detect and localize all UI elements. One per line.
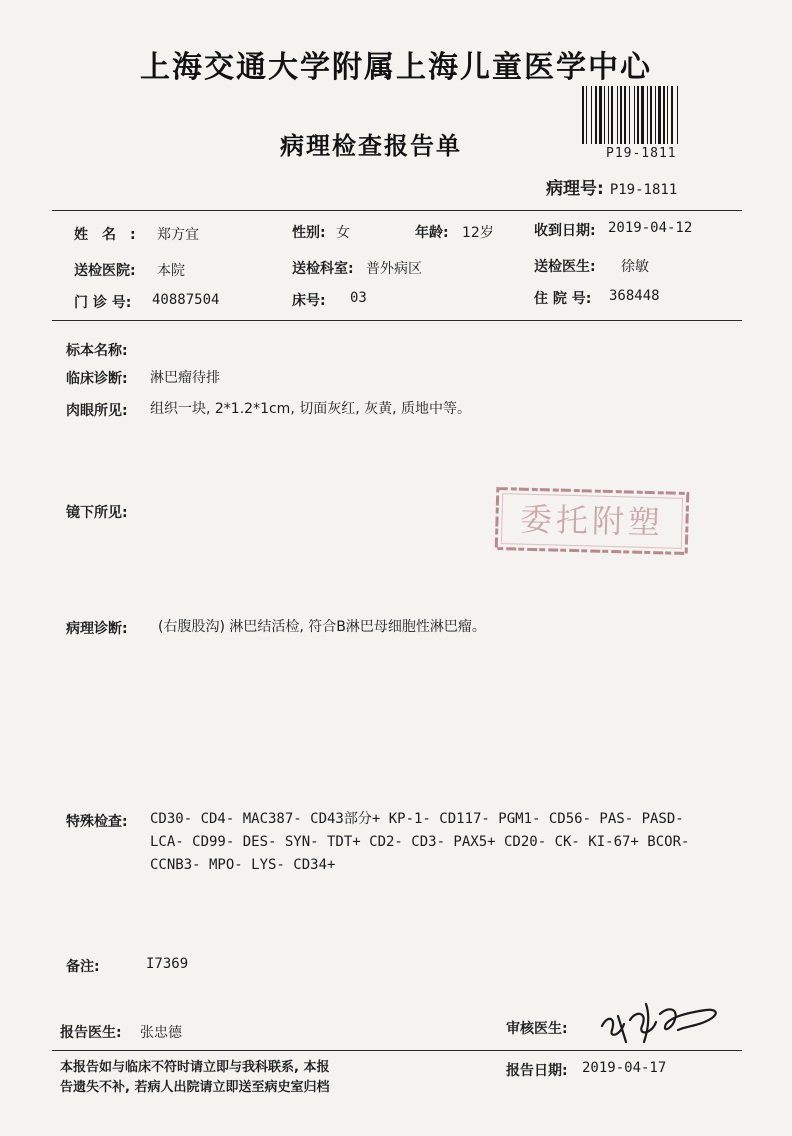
barcode-icon	[580, 86, 730, 144]
reviewer-label: 审核医生:	[506, 1021, 568, 1037]
gender-value: 女	[336, 225, 350, 241]
microscopic-findings-label: 镜下所见:	[66, 505, 128, 521]
reviewer-signature	[596, 996, 726, 1046]
clinical-diagnosis-label: 临床诊断:	[66, 371, 128, 387]
report-doctor-value: 张忠德	[140, 1025, 182, 1041]
report-date-value: 2019-04-17	[582, 1060, 667, 1076]
clinic-number-label: 门 诊 号:	[74, 295, 132, 311]
specimen-label: 标本名称:	[66, 343, 128, 359]
received-date-label: 收到日期:	[534, 223, 596, 239]
barcode-text: P19-1811	[606, 146, 677, 161]
report-date-label: 报告日期:	[506, 1063, 568, 1079]
name-label: 姓名:	[74, 227, 136, 243]
bed-value: 03	[350, 290, 367, 306]
stamp-seal	[493, 485, 691, 556]
clinic-number-value: 40887504	[152, 292, 220, 308]
divider-info	[52, 320, 742, 321]
divider-footer	[52, 1050, 742, 1051]
inpatient-number-label: 住 院 号:	[534, 291, 592, 307]
stamp-text: 委托附塑	[519, 500, 665, 542]
age-value: 12岁	[462, 225, 494, 241]
gross-findings-value: 组织一块, 2*1.2*1cm, 切面灰红, 灰黄, 质地中等。	[150, 401, 472, 417]
doctor-value: 徐敏	[621, 259, 649, 275]
report-doctor-label: 报告医生:	[60, 1025, 122, 1041]
report-notice	[60, 1058, 329, 1098]
pathology-number-value: P19-1811	[609, 182, 678, 198]
special-exam-line: CCNB3- MPO- LYS- CD34+	[150, 857, 336, 873]
hospital-title: 上海交通大学附属上海儿童医学中心	[140, 50, 652, 85]
special-exam-line: CD30- CD4- MAC387- CD43部分+ KP-1- CD117- PGM1- CD56- PAS- PASD-	[150, 811, 684, 827]
hospital-label: 送检医院:	[74, 263, 136, 279]
gender-label: 性别:	[292, 225, 326, 241]
notice-line: 告遗失不补, 若病人出院请立即送至病史室归档	[60, 1080, 330, 1095]
pathology-diagnosis-label: 病理诊断:	[66, 621, 128, 637]
remark-label: 备注:	[66, 959, 100, 975]
remark-value: I7369	[146, 956, 189, 972]
inpatient-number-value: 368448	[609, 288, 660, 304]
name-value: 郑方宜	[157, 227, 199, 243]
age-label: 年龄:	[415, 225, 449, 241]
gross-findings-label: 肉眼所见:	[66, 403, 128, 419]
hospital-value: 本院	[157, 263, 185, 279]
divider-top	[52, 210, 742, 211]
department-value: 普外病区	[366, 261, 422, 277]
report-title: 病理检查报告单	[280, 132, 462, 160]
department-label: 送检科室:	[292, 261, 354, 277]
notice-line: 本报告如与临床不符时请立即与我科联系, 本报	[60, 1060, 330, 1075]
pathology-number-label: 病理号:	[546, 179, 604, 199]
special-exam-label: 特殊检查:	[66, 814, 128, 830]
doctor-label: 送检医生:	[534, 259, 596, 275]
special-exam-results	[150, 808, 689, 877]
clinical-diagnosis-value: 淋巴瘤待排	[150, 370, 220, 386]
special-exam-line: LCA- CD99- DES- SYN- TDT+ CD2- CD3- PAX5+ CD20- CK- KI-67+ BCOR-	[150, 834, 690, 850]
pathology-diagnosis-value: (右腹股沟) 淋巴结活检, 符合B淋巴母细胞性淋巴瘤。	[158, 619, 486, 635]
bed-label: 床号:	[292, 293, 326, 309]
received-date-value: 2019-04-12	[608, 220, 693, 236]
pathology-number	[546, 174, 677, 199]
